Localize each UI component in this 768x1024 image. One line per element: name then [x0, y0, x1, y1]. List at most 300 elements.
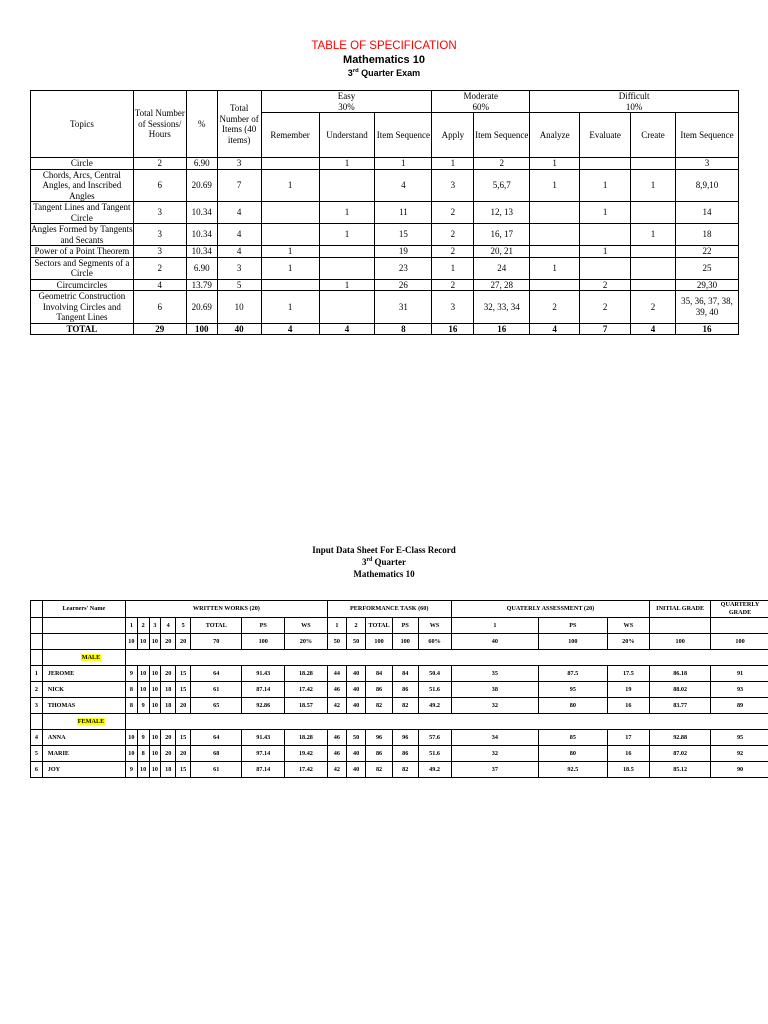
pt-score: 86: [366, 746, 393, 762]
header-moderate: Moderate 60%: [432, 91, 530, 113]
ww-score: 68: [191, 746, 242, 762]
cell-create: 1: [631, 169, 676, 202]
cell-seq1: 19: [375, 246, 432, 258]
learner-number: 3: [31, 698, 43, 714]
pt-col-header: 2: [346, 618, 365, 634]
cell-remember: 1: [261, 246, 319, 258]
cell-topic: Sectors and Segments of a Circle: [31, 257, 134, 279]
header-item-sequence-moderate: Item Sequence: [474, 113, 530, 158]
pt-col-header: TOTAL: [366, 618, 393, 634]
header-topics: Topics: [31, 91, 134, 158]
header-remember: Remember: [261, 113, 319, 158]
blank-cell: [31, 618, 43, 634]
header-sessions: Total Number of Sessions/ Hours: [133, 91, 186, 158]
header-difficult: Difficult 10%: [530, 91, 739, 113]
cell-topic: Circumcircles: [31, 279, 134, 291]
ww-max: 70: [191, 634, 242, 650]
header-item-sequence-easy: Item Sequence: [375, 113, 432, 158]
ww-score: 10: [137, 666, 149, 682]
ww-col-header: 3: [149, 618, 161, 634]
total-seq-moderate: 16: [474, 323, 530, 335]
ww-score: 9: [126, 666, 138, 682]
class-record-table: [30, 600, 768, 778]
blank-cell: [711, 618, 768, 634]
pt-score: 84: [392, 666, 418, 682]
learner-number: 5: [31, 746, 43, 762]
header-apply: Apply: [432, 113, 474, 158]
cell-remember: [261, 202, 319, 224]
cell-understand: [319, 246, 375, 258]
cell-analyze: 1: [530, 169, 580, 202]
pt-max: 100: [366, 634, 393, 650]
initial-grade: 87.02: [650, 746, 711, 762]
cell-seq2: 16, 17: [474, 224, 530, 246]
ww-max: 100: [242, 634, 285, 650]
topic-row: [31, 279, 739, 291]
learner-number: 2: [31, 682, 43, 698]
ww-col-header: 4: [161, 618, 176, 634]
cell-sessions: 2: [133, 158, 186, 170]
total-analyze: 4: [530, 323, 580, 335]
total-seq-easy: 8: [375, 323, 432, 335]
pt-score: 40: [346, 698, 365, 714]
ww-max: 10: [149, 634, 161, 650]
cell-pct: 13.79: [186, 279, 217, 291]
ww-max: 20%: [285, 634, 328, 650]
cell-sessions: 6: [133, 291, 186, 324]
cell-remember: 1: [261, 169, 319, 202]
cell-seq1: 1: [375, 158, 432, 170]
cell-seq1: 4: [375, 169, 432, 202]
cell-evaluate: 1: [580, 169, 631, 202]
pt-score: 51.6: [418, 682, 451, 698]
header-items: Total Number of Items (40 items): [217, 91, 261, 158]
cell-seq3: 25: [675, 257, 738, 279]
tos-exam: 3rd Quarter Exam: [347, 68, 421, 78]
ww-score: 15: [176, 682, 191, 698]
cell-apply: 2: [432, 202, 474, 224]
male-label: MALE: [81, 653, 101, 661]
topic-row: [31, 257, 739, 279]
learner-name: NICK: [42, 682, 125, 698]
topic-row: [31, 202, 739, 224]
pt-score: 40: [346, 762, 365, 778]
pt-score: 84: [366, 666, 393, 682]
cell-seq2: 2: [474, 158, 530, 170]
pt-score: 82: [366, 698, 393, 714]
cell-analyze: 1: [530, 158, 580, 170]
male-section-row: [31, 650, 768, 666]
cell-seq1: 23: [375, 257, 432, 279]
cell-create: [631, 202, 676, 224]
ww-max: 20: [176, 634, 191, 650]
learner-row: [31, 666, 768, 682]
initial-grade: 85.12: [650, 762, 711, 778]
pt-score: 50: [346, 730, 365, 746]
cell-seq3: 14: [675, 202, 738, 224]
cell-create: [631, 257, 676, 279]
cell-analyze: [530, 202, 580, 224]
pt-score: 40: [346, 682, 365, 698]
cell-evaluate: [580, 257, 631, 279]
ww-score: 15: [176, 762, 191, 778]
cell-items: 4: [217, 224, 261, 246]
cell-items: 5: [217, 279, 261, 291]
cell-evaluate: 2: [580, 279, 631, 291]
header-percent: %: [186, 91, 217, 158]
total-remember: 4: [261, 323, 319, 335]
qa-score: 80: [539, 746, 607, 762]
qa-score: 17: [607, 730, 650, 746]
qa-score: 17.5: [607, 666, 650, 682]
pt-col-header: 1: [327, 618, 346, 634]
cell-understand: 1: [319, 224, 375, 246]
pt-score: 82: [392, 698, 418, 714]
quarterly-grade: 95: [711, 730, 768, 746]
pt-score: 86: [366, 682, 393, 698]
pt-score: 96: [366, 730, 393, 746]
cell-topic: Tangent Lines and Tangent Circle: [31, 202, 134, 224]
quarterly-grade: 93: [711, 682, 768, 698]
cell-analyze: 2: [530, 291, 580, 324]
ww-col-header: TOTAL: [191, 618, 242, 634]
cell-apply: 2: [432, 279, 474, 291]
pt-score: 86: [392, 746, 418, 762]
record-title: Input Data Sheet For E-Class Record: [312, 545, 456, 555]
cell-evaluate: [580, 224, 631, 246]
topic-row: [31, 291, 739, 324]
cell-seq2: 20, 21: [474, 246, 530, 258]
header-quarterly-assessment: QUATERLY ASSESSMENT (20): [451, 601, 650, 618]
cell-pct: 10.34: [186, 246, 217, 258]
qa-max: 100: [539, 634, 607, 650]
ww-score: 10: [149, 746, 161, 762]
pt-max: 60%: [418, 634, 451, 650]
qa-score: 18.5: [607, 762, 650, 778]
initial-grade: 86.18: [650, 666, 711, 682]
cell-items: 4: [217, 202, 261, 224]
ww-score: 20: [176, 746, 191, 762]
cell-evaluate: 1: [580, 246, 631, 258]
pt-score: 57.6: [418, 730, 451, 746]
total-evaluate: 7: [580, 323, 631, 335]
cell-apply: 1: [432, 257, 474, 279]
cell-sessions: 4: [133, 279, 186, 291]
topic-row: [31, 158, 739, 170]
ww-score: 8: [137, 746, 149, 762]
total-apply: 16: [432, 323, 474, 335]
ww-score: 10: [126, 746, 138, 762]
cell-topic: Circle: [31, 158, 134, 170]
ww-score: 65: [191, 698, 242, 714]
cell-apply: 2: [432, 224, 474, 246]
cell-sessions: 6: [133, 169, 186, 202]
record-quarter: 3rd Quarter: [361, 557, 407, 567]
learner-name: THOMAS: [42, 698, 125, 714]
blank-cell: [42, 634, 125, 650]
pt-score: 82: [392, 762, 418, 778]
cell-understand: 1: [319, 202, 375, 224]
ww-max: 10: [137, 634, 149, 650]
header-analyze: Analyze: [530, 113, 580, 158]
cell-seq3: 18: [675, 224, 738, 246]
ww-score: 15: [176, 666, 191, 682]
ww-score: 18.57: [285, 698, 328, 714]
pt-score: 46: [327, 730, 346, 746]
ww-score: 64: [191, 730, 242, 746]
ww-score: 10: [149, 698, 161, 714]
cell-items: 7: [217, 169, 261, 202]
female-section-row: [31, 714, 768, 730]
ww-score: 9: [126, 762, 138, 778]
cell-apply: 3: [432, 169, 474, 202]
pt-col-header: PS: [392, 618, 418, 634]
cell-pct: 6.90: [186, 257, 217, 279]
ww-score: 18.28: [285, 666, 328, 682]
qa-col-header: WS: [607, 618, 650, 634]
cell-topic: Chords, Arcs, Central Angles, and Inscribed Angles: [31, 169, 134, 202]
header-create: Create: [631, 113, 676, 158]
header-initial-grade: INITIAL GRADE: [650, 601, 711, 618]
cell-seq1: 26: [375, 279, 432, 291]
quarterly-grade: 92: [711, 746, 768, 762]
cell-sessions: 3: [133, 246, 186, 258]
ww-score: 10: [149, 762, 161, 778]
total-items: 40: [217, 323, 261, 335]
learner-number: 4: [31, 730, 43, 746]
qa-max: 40: [451, 634, 539, 650]
initial-grade: 83.77: [650, 698, 711, 714]
learner-number: 1: [31, 666, 43, 682]
pt-score: 40: [346, 666, 365, 682]
qa-score: 92.5: [539, 762, 607, 778]
ww-score: 18: [161, 682, 176, 698]
cell-sessions: 3: [133, 224, 186, 246]
pt-max: 50: [346, 634, 365, 650]
ww-score: 17.42: [285, 682, 328, 698]
cell-understand: [319, 169, 375, 202]
pt-max: 50: [327, 634, 346, 650]
cell-topic: Angles Formed by Tangents and Secants: [31, 224, 133, 245]
ww-max: 10: [126, 634, 138, 650]
learner-name: JEROME: [42, 666, 125, 682]
cell-sessions: 3: [133, 202, 186, 224]
qa-col-header: PS: [539, 618, 607, 634]
ww-score: 64: [191, 666, 242, 682]
qa-score: 80: [539, 698, 607, 714]
header-performance-task: PERFORMANCE TASK (60): [327, 601, 451, 618]
qa-max: 20%: [607, 634, 650, 650]
pt-score: 40: [346, 746, 365, 762]
cell-seq3: 29,30: [675, 279, 738, 291]
cell-items: 10: [217, 291, 261, 324]
ww-col-header: PS: [242, 618, 285, 634]
cell-items: 4: [217, 246, 261, 258]
quarterly-grade: 91: [711, 666, 768, 682]
ww-score: 9: [137, 698, 149, 714]
pt-score: 50.4: [418, 666, 451, 682]
cell-understand: [319, 257, 375, 279]
cell-pct: 20.69: [186, 291, 217, 324]
total-label: TOTAL: [31, 323, 134, 335]
ww-score: 18: [161, 762, 176, 778]
cell-remember: 1: [261, 291, 319, 324]
cell-seq2: 32, 33, 34: [474, 291, 530, 324]
ww-max: 20: [161, 634, 176, 650]
cell-create: 2: [631, 291, 676, 324]
qa-score: 34: [451, 730, 539, 746]
tos-subject: Mathematics 10: [343, 54, 425, 66]
ww-score: 10: [137, 682, 149, 698]
pt-score: 96: [392, 730, 418, 746]
total-percent: 100: [186, 323, 217, 335]
ww-score: 10: [149, 666, 161, 682]
ww-score: 91.43: [242, 730, 285, 746]
cell-pct: 6.90: [186, 158, 217, 170]
initial-grade: 92.88: [650, 730, 711, 746]
qa-score: 32: [451, 698, 539, 714]
ww-score: 87.14: [242, 682, 285, 698]
learner-row: [31, 682, 768, 698]
cell-seq2: 5,6,7: [474, 169, 530, 202]
ww-score: 20: [176, 698, 191, 714]
cell-analyze: [530, 224, 580, 246]
header-learners-name: Learners' Name: [42, 601, 125, 618]
cell-items: 3: [217, 158, 261, 170]
ww-score: 91.43: [242, 666, 285, 682]
pt-col-header: WS: [418, 618, 451, 634]
cell-pct: 20.69: [186, 169, 217, 202]
cell-seq1: 11: [375, 202, 432, 224]
ww-score: 10: [149, 682, 161, 698]
tos-header-row: [31, 91, 739, 113]
pt-max: 100: [392, 634, 418, 650]
cell-seq1: 15: [375, 224, 432, 246]
specification-table: [30, 90, 739, 335]
ww-score: 15: [176, 730, 191, 746]
ww-score: 18.28: [285, 730, 328, 746]
header-item-sequence-difficult: Item Sequence: [675, 113, 738, 158]
ww-score: 61: [191, 762, 242, 778]
blank-cell: [42, 618, 125, 634]
ww-col-header: 1: [126, 618, 138, 634]
cell-analyze: [530, 246, 580, 258]
pt-score: 49.2: [418, 698, 451, 714]
cell-pct: 10.34: [186, 202, 217, 224]
quarterly-max: 100: [711, 634, 768, 650]
record-columns-row: [31, 618, 768, 634]
tos-total-row: [31, 323, 739, 335]
ww-score: 18: [161, 698, 176, 714]
cell-understand: 1: [319, 279, 375, 291]
learner-name: MARIE: [42, 746, 125, 762]
cell-seq2: 24: [474, 257, 530, 279]
record-header-row: [31, 601, 768, 618]
topic-row: [31, 169, 739, 202]
cell-remember: [261, 279, 319, 291]
cell-create: [631, 279, 676, 291]
qa-score: 95: [539, 682, 607, 698]
cell-create: 1: [631, 224, 676, 246]
pt-score: 49.2: [418, 762, 451, 778]
total-sessions: 29: [133, 323, 186, 335]
blank-cell: [650, 618, 711, 634]
qa-score: 35: [451, 666, 539, 682]
cell-analyze: [530, 279, 580, 291]
cell-analyze: 1: [530, 257, 580, 279]
learner-name: ANNA: [42, 730, 125, 746]
cell-topic: Power of a Point Theorem: [31, 246, 134, 258]
ww-col-header: 2: [137, 618, 149, 634]
quarterly-grade: 90: [711, 762, 768, 778]
ww-score: 19.42: [285, 746, 328, 762]
pt-score: 46: [327, 746, 346, 762]
qa-col-header: 1: [451, 618, 539, 634]
cell-evaluate: 2: [580, 291, 631, 324]
ww-score: 92.86: [242, 698, 285, 714]
pt-score: 51.6: [418, 746, 451, 762]
ww-score: 10: [149, 730, 161, 746]
pt-score: 42: [327, 698, 346, 714]
header-written-works: WRITTEN WORKS (20): [126, 601, 328, 618]
pt-score: 44: [327, 666, 346, 682]
cell-pct: 10.34: [186, 224, 217, 246]
pt-score: 82: [366, 762, 393, 778]
header-understand: Understand: [319, 113, 375, 158]
total-seq-difficult: 16: [675, 323, 738, 335]
qa-score: 16: [607, 698, 650, 714]
ww-score: 8: [126, 698, 138, 714]
ww-score: 97.14: [242, 746, 285, 762]
qa-score: 32: [451, 746, 539, 762]
cell-understand: 1: [319, 158, 375, 170]
header-quarterly-grade: QUARTERLY GRADE: [711, 601, 768, 618]
header-easy: Easy 30%: [261, 91, 432, 113]
initial-max: 100: [650, 634, 711, 650]
cell-seq3: 3: [675, 158, 738, 170]
learner-row: [31, 730, 768, 746]
qa-score: 85: [539, 730, 607, 746]
learner-row: [31, 762, 768, 778]
topic-row: [31, 224, 739, 246]
ww-score: 20: [161, 666, 176, 682]
female-label: FEMALE: [77, 717, 105, 725]
ww-score: 8: [126, 682, 138, 698]
ww-score: 17.42: [285, 762, 328, 778]
cell-seq3: 8,9,10: [675, 169, 738, 202]
blank-cell: [31, 634, 43, 650]
record-subject: Mathematics 10: [353, 569, 415, 579]
total-create: 4: [631, 323, 676, 335]
ww-col-header: WS: [285, 618, 328, 634]
ww-score: 87.14: [242, 762, 285, 778]
ww-score: 9: [137, 730, 149, 746]
ww-col-header: 5: [176, 618, 191, 634]
ww-score: 10: [137, 762, 149, 778]
ww-score: 61: [191, 682, 242, 698]
pt-score: 42: [327, 762, 346, 778]
cell-seq3: 22: [675, 246, 738, 258]
tos-title: TABLE OF SPECIFICATION: [311, 40, 457, 52]
pt-score: 86: [392, 682, 418, 698]
qa-score: 37: [451, 762, 539, 778]
cell-remember: 1: [261, 257, 319, 279]
total-understand: 4: [319, 323, 375, 335]
cell-items: 3: [217, 257, 261, 279]
quarterly-grade: 89: [711, 698, 768, 714]
cell-sessions: 2: [133, 257, 186, 279]
qa-score: 19: [607, 682, 650, 698]
